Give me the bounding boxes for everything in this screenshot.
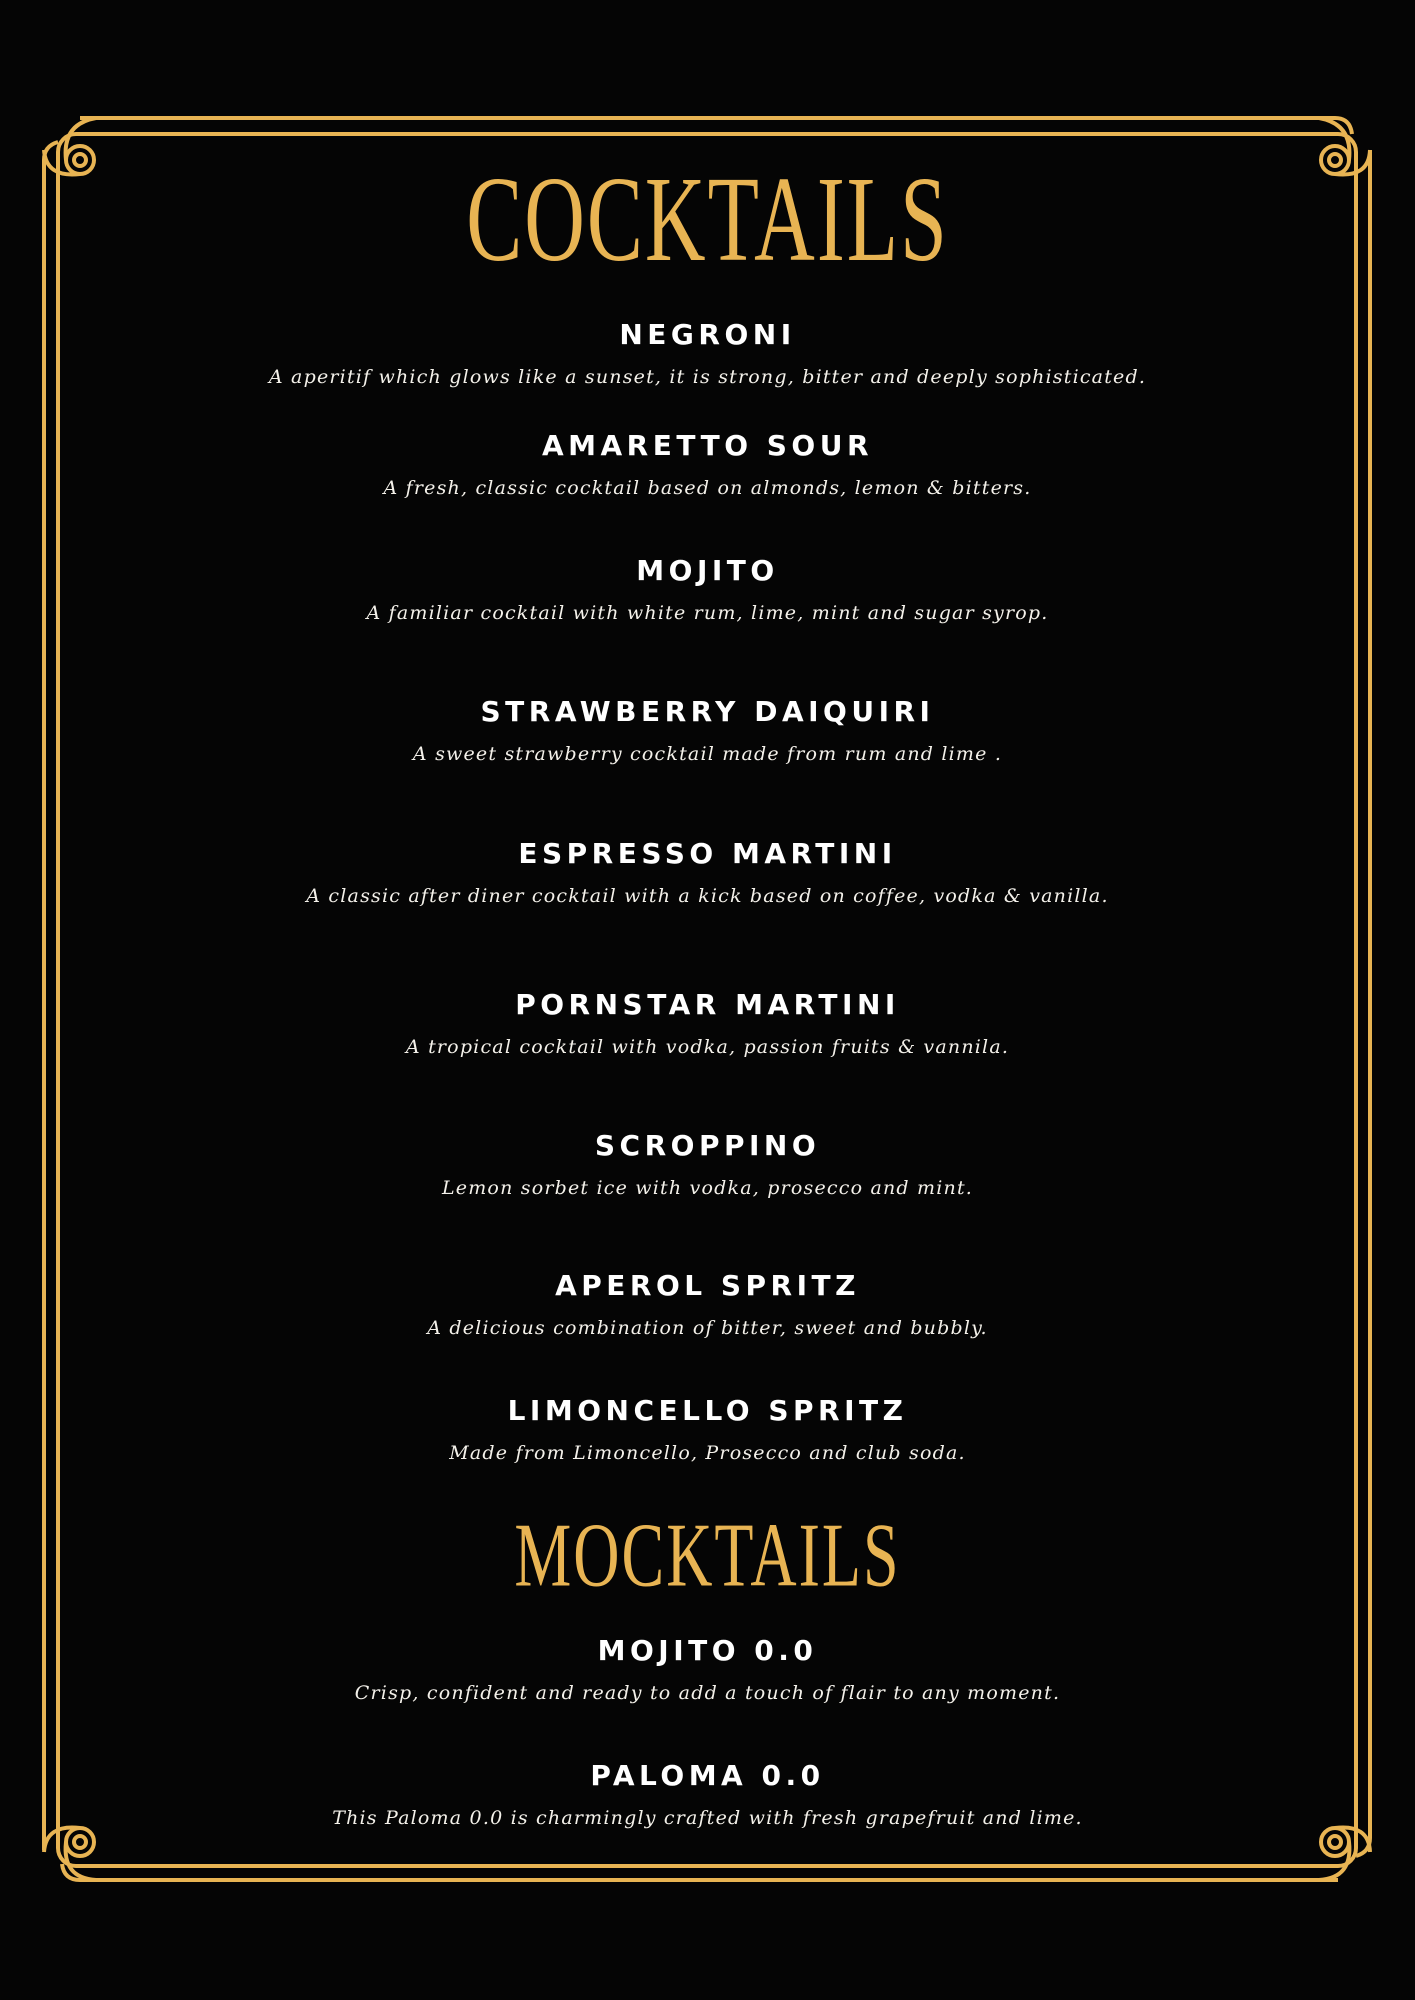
item-description: A fresh, classic cocktail based on almonds, lemon & bitters. [383, 477, 1032, 499]
mocktails-title: MOCKTAILS [514, 1504, 901, 1606]
menu-item [0, 1759, 1415, 1831]
menu-item [0, 837, 1415, 909]
item-name: STRAWBERRY DAIQUIRI [480, 695, 935, 728]
menu-item [0, 554, 1415, 626]
corner-ornament-bottom-right-icon [1319, 1828, 1370, 1881]
item-description: Made from Limoncello, Prosecco and club soda. [449, 1442, 966, 1464]
item-description: Crisp, confident and ready to add a touch of flair to any moment. [354, 1682, 1061, 1704]
menu-item [0, 429, 1415, 501]
corner-ornament-bottom-left-icon [44, 1828, 96, 1881]
item-name: MOJITO [636, 554, 779, 587]
item-description: This Paloma 0.0 is charmingly crafted with fresh grapefruit and lime. [332, 1807, 1083, 1829]
menu-item [0, 695, 1415, 767]
item-name: PORNSTAR MARTINI [515, 988, 900, 1021]
item-description: A classic after diner cocktail with a kick based on coffee, vodka & vanilla. [306, 885, 1109, 907]
item-description: Lemon sorbet ice with vodka, prosecco and mint. [441, 1177, 974, 1199]
item-name: AMARETTO SOUR [541, 429, 874, 462]
item-description: A delicious combination of bitter, sweet and bubbly. [427, 1317, 988, 1339]
item-name: PALOMA 0.0 [590, 1759, 825, 1792]
menu-item [0, 1634, 1415, 1706]
item-name: APEROL SPRITZ [555, 1269, 860, 1302]
item-description: A aperitif which glows like a sunset, it is strong, bitter and deeply sophisticated. [268, 366, 1147, 388]
menu-item [0, 318, 1415, 390]
item-name: LIMONCELLO SPRITZ [507, 1394, 908, 1427]
menu-item [0, 1269, 1415, 1341]
cocktails-title: COCKTAILS [466, 152, 949, 288]
menu-item [0, 988, 1415, 1060]
item-description: A familiar cocktail with white rum, lime, mint and sugar syrop. [366, 602, 1049, 624]
item-name: SCROPPINO [594, 1129, 821, 1162]
item-description: A sweet strawberry cocktail made from rum and lime . [412, 743, 1003, 765]
menu-item [0, 1129, 1415, 1201]
menu-item [0, 1394, 1415, 1466]
item-name: ESPRESSO MARTINI [518, 837, 897, 870]
item-name: MOJITO 0.0 [597, 1634, 818, 1667]
item-description: A tropical cocktail with vodka, passion fruits & vannila. [405, 1036, 1010, 1058]
item-name: NEGRONI [619, 318, 796, 351]
